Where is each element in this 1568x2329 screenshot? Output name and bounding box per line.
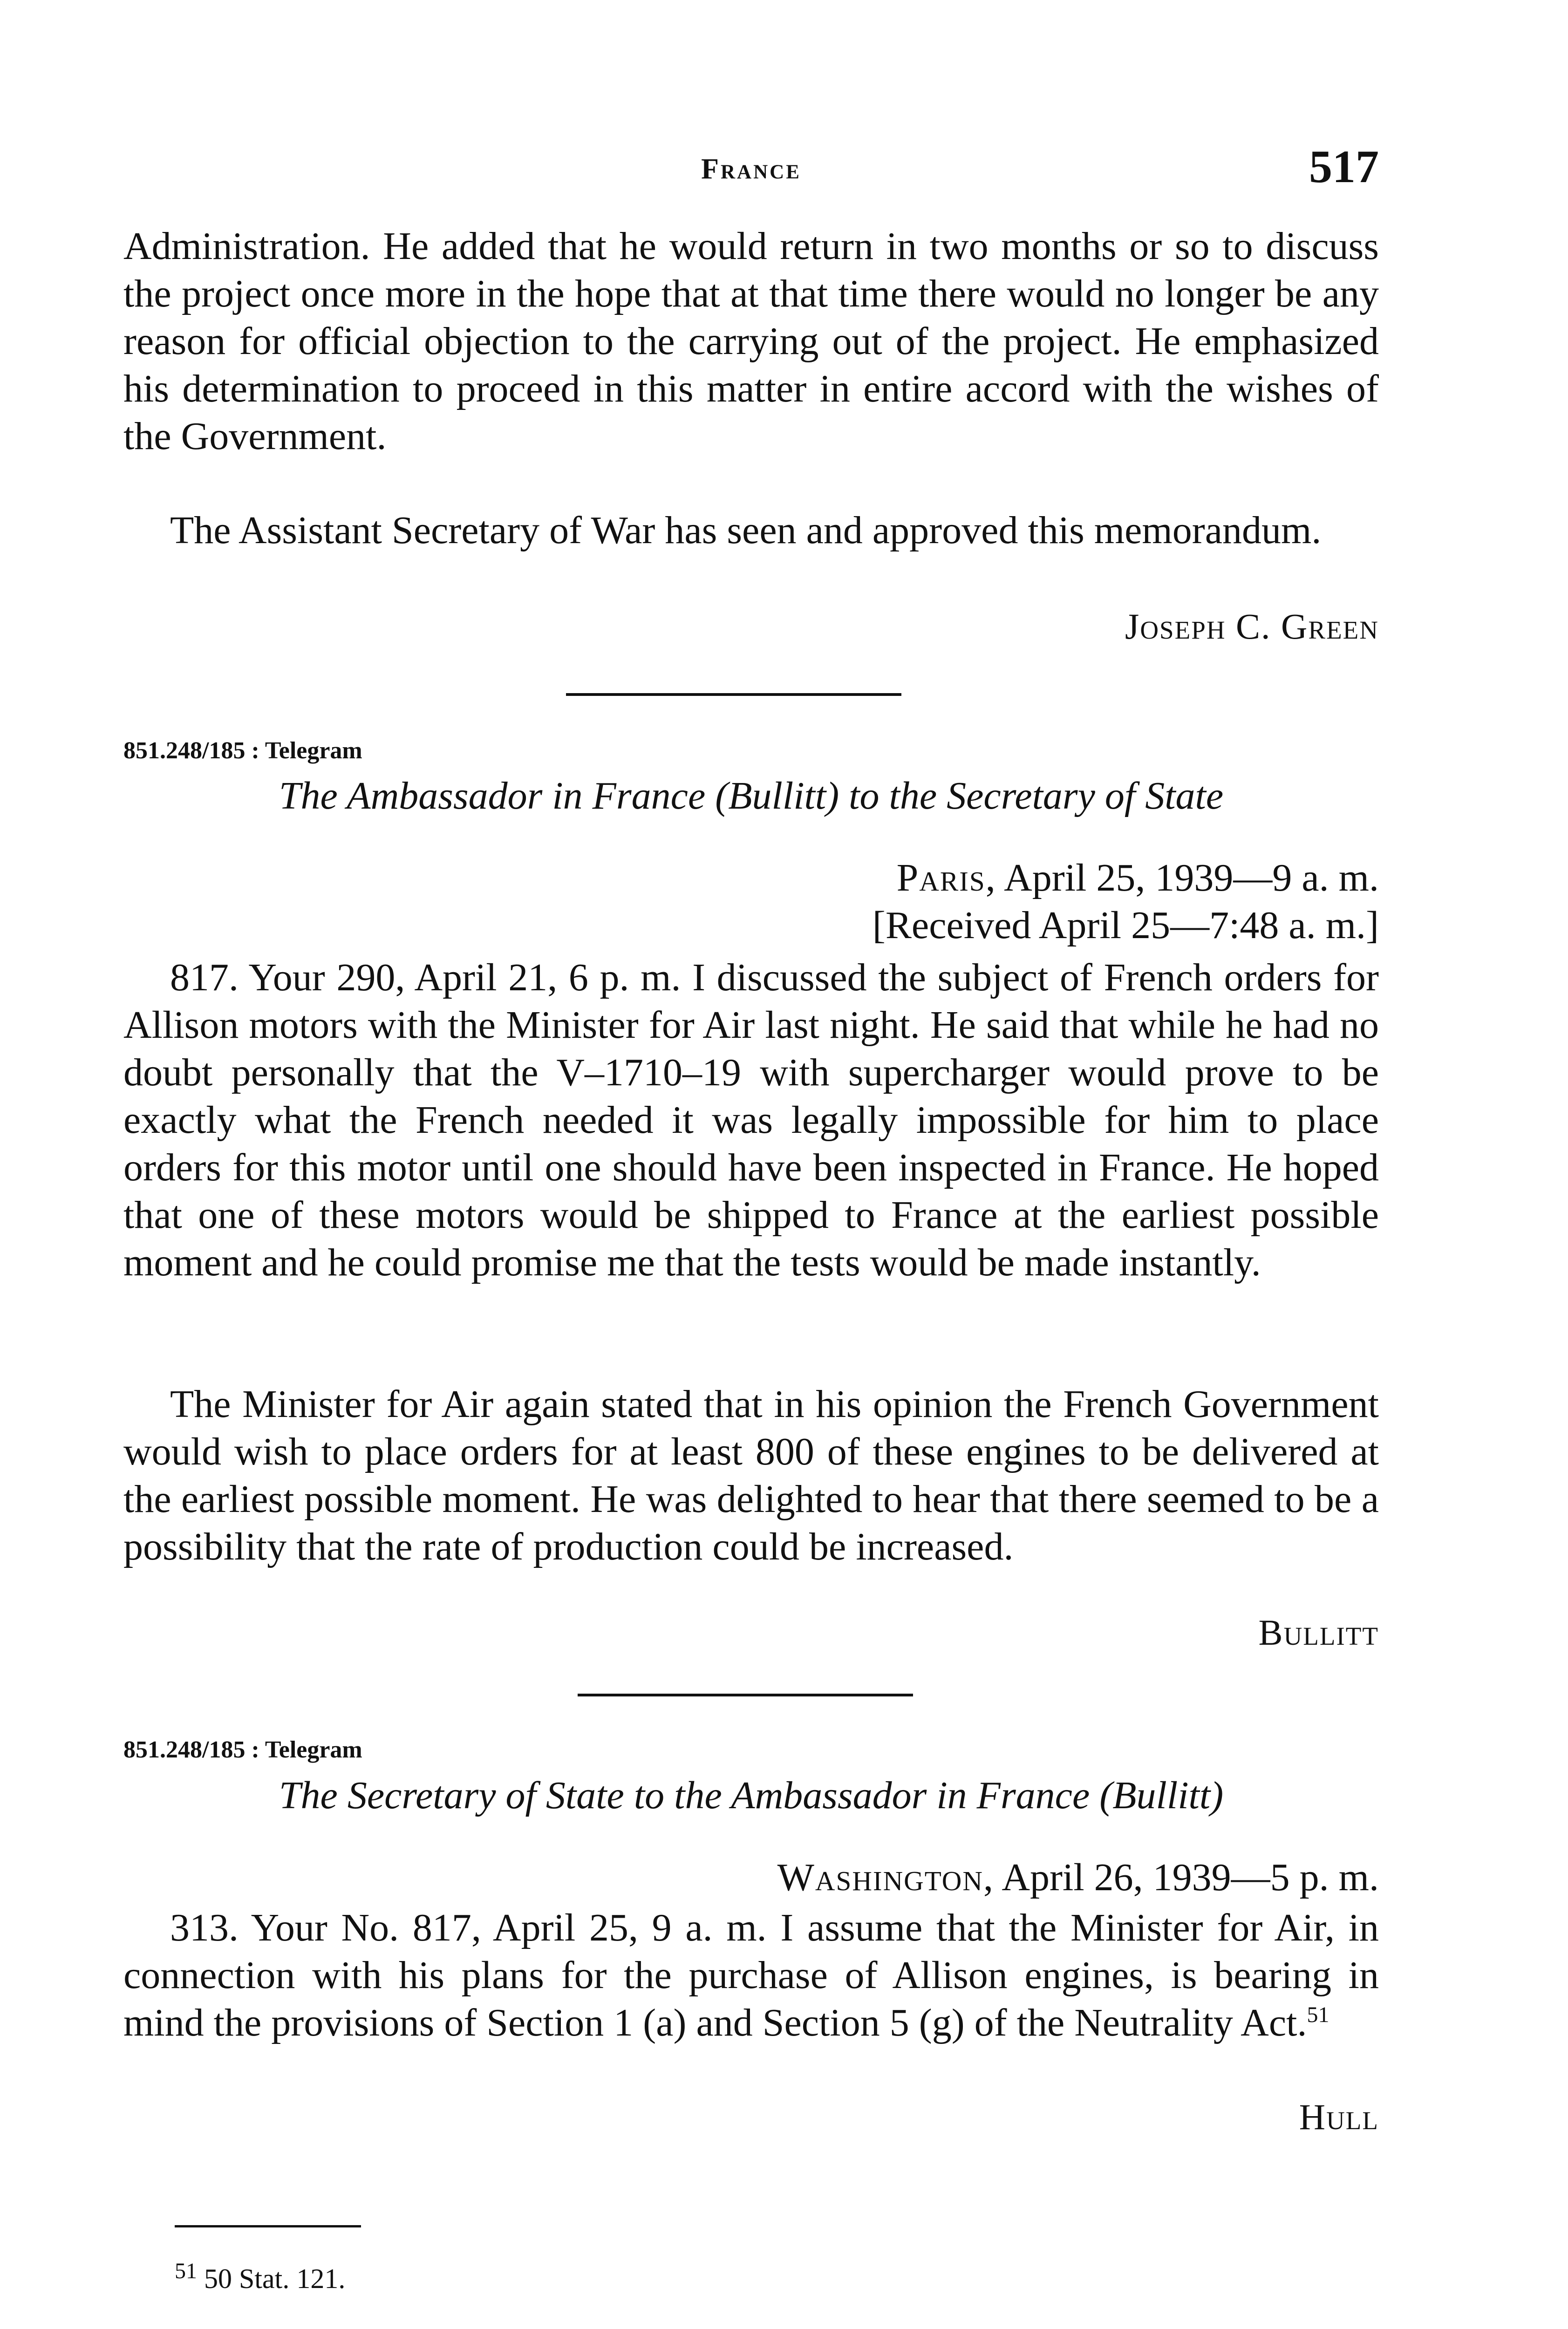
doc1-title: The Ambassador in France (Bullitt) to the Secretary of State	[279, 774, 1224, 817]
doc1-place: Paris,	[896, 856, 996, 899]
doc2-file-ref: 851.248/185 : Telegram	[123, 1737, 362, 1763]
page-number: 517	[1309, 141, 1379, 192]
doc1-paragraph-1: 817. Your 290, April 21, 6 p. m. I discussed the subject of French orders for Allison motors with the Minister for Air last night. He said that while he had no doubt personally that the V–1710–19 with supercharger would prove to be exactly what the French needed it was legally impossible for him to place orders for this motor until one should have been inspected in France. He hoped that one of these motors would be shipped to France at the earliest possible moment and he could promise me that the tests would be made instantly.	[123, 956, 1379, 1284]
doc2-paragraph-text: 313. Your No. 817, April 25, 9 a. m. I assume that the Minister for Air, in connection with his plans for the purchase of Allison engines, is bearing in mind the provisions of Section 1 (a) and Section 5 (g) of the Neutrality Act.	[123, 1906, 1379, 2044]
doc2-dateline	[777, 1855, 1379, 1900]
doc1-dateline	[897, 855, 1379, 900]
doc2-signature: Hull	[1299, 2097, 1379, 2137]
section-divider-1	[566, 693, 901, 696]
memo-paragraph-2: The Assistant Secretary of War has seen and approved this memorandum.	[170, 509, 1322, 552]
doc2-place: Washington,	[777, 1856, 994, 1899]
doc2-footnote-ref: 51	[1307, 2002, 1329, 2027]
doc1-date: April 25, 1939—9 a. m.	[996, 856, 1379, 899]
doc1-paragraph-2: The Minister for Air again stated that in his opinion the French Government would wish to place orders for at least 800 of these engines to be delivered at the earliest possible moment. He was delighted to hear that there seemed to be a possibility that the rate of production could be increased.	[123, 1382, 1379, 1568]
memo-paragraph-1: Administration. He added that he would return in two months or so to discuss the project once more in the hope that at that time there would no longer be any reason for official objection to the carrying out of the project. He emphasized his determination to proceed in this matter in entire accord with the wishes of the Government.	[123, 225, 1379, 458]
doc2-title: The Secretary of State to the Ambassador in France (Bullitt)	[279, 1774, 1224, 1817]
doc2-date: April 26, 1939—5 p. m.	[994, 1856, 1379, 1899]
doc1-file-ref: 851.248/185 : Telegram	[123, 737, 362, 764]
memo-signature: Joseph C. Green	[1125, 606, 1379, 647]
running-head	[123, 140, 1379, 191]
footnote-text: 50 Stat. 121.	[197, 2263, 346, 2294]
footnote-marker: 51	[175, 2259, 197, 2283]
section-divider-2	[578, 1694, 913, 1696]
running-title: France	[701, 153, 801, 185]
doc2-paragraph-1	[123, 1904, 1379, 2047]
document-page	[123, 0, 1379, 2329]
doc1-signature: Bullitt	[1258, 1612, 1379, 1653]
doc1-received: [Received April 25—7:48 a. m.]	[872, 904, 1379, 947]
footnote-divider	[175, 2225, 361, 2227]
footnote-1	[175, 2259, 346, 2295]
